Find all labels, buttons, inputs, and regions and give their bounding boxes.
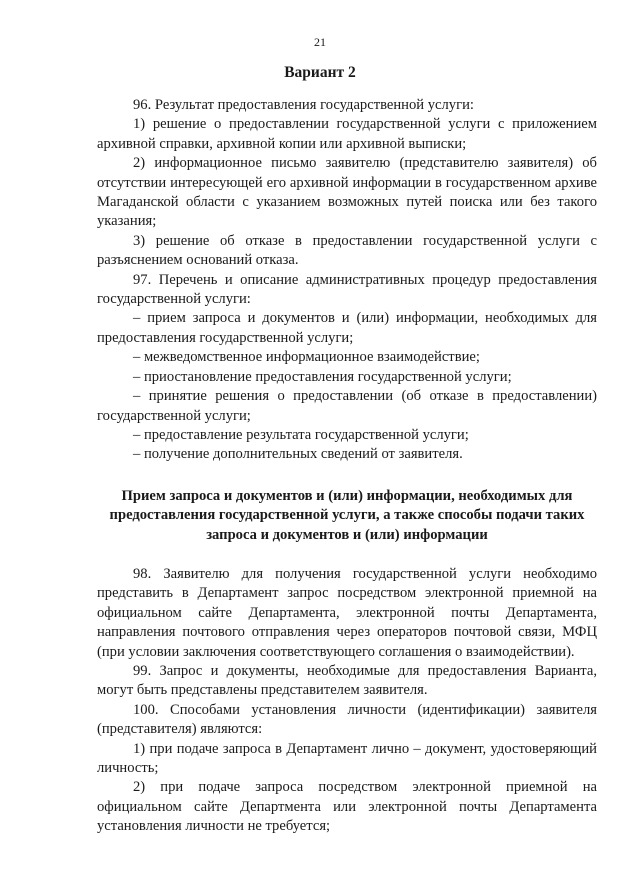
list-item: – прием запроса и документов и (или) информации, необходимых для предоставления государственной услуги; [97, 310, 597, 346]
paragraph: 97. Перечень и описание административных процедур предоставления государственной услуги: [97, 271, 597, 308]
paragraph: 1) решение о предоставлении государственной услуги с приложением архивной справки, архивной копии или архивной выписки; [97, 116, 597, 152]
list-item: – принятие решения о предоставлении (об отказе в предоставлении) государственной услуги; [97, 388, 597, 424]
submission-section [97, 565, 597, 837]
paragraph: 3) решение об отказе в предоставлении государственной услуги с разъяснением оснований отказа. [97, 232, 597, 269]
list-item: 2) при подаче запроса посредством электронной приемной на официальном сайте Департмента или электронной почты Департамента установления личности не требуется; [97, 779, 597, 835]
paragraph: 96. Результат предоставления государственной услуги: [133, 97, 474, 113]
list-item: – межведомственное информационное взаимодействие; [133, 349, 480, 366]
page-number: 21 [314, 35, 326, 49]
paragraph: 98. Заявителю для получения государственной услуги необходимо представить в Департамент запрос посредством электронной приемной на официальном сайте Департамента, электронной почты Департамента, направления почтового отправления через операторов почтовой связи, МФЦ (при условии заключения соответствующего соглашения о взаимодействии). [97, 565, 597, 660]
paragraph: 99. Запрос и документы, необходимые для предоставления Варианта, могут быть представлены представителем заявителя. [97, 662, 597, 699]
list-item: – предоставление результата государственной услуги; [133, 426, 469, 443]
list-item: – получение дополнительных сведений от заявителя. [133, 446, 463, 463]
list-item: 1) при подаче запроса в Департамент лично – документ, удостоверяющий личность; [97, 740, 597, 776]
paragraph: 100. Способами установления личности (идентификации) заявителя (представителя) являются: [97, 701, 597, 738]
section-heading: Прием запроса и документов и (или) информации, необходимых для предоставления государственной услуги, а также способы подачи таких запроса и документов и (или) информации [109, 487, 585, 543]
variant-title: Вариант 2 [284, 64, 356, 81]
document-body [97, 96, 597, 837]
list-item: – приостановление предоставления государственной услуги; [133, 368, 512, 385]
paragraph: 2) информационное письмо заявителю (представителю заявителя) об отсутствии интересующей его архивной информации в государственном архиве Магаданской области с указанием возможных путей поиска или без такого указания; [97, 155, 597, 230]
results-section [97, 96, 597, 465]
